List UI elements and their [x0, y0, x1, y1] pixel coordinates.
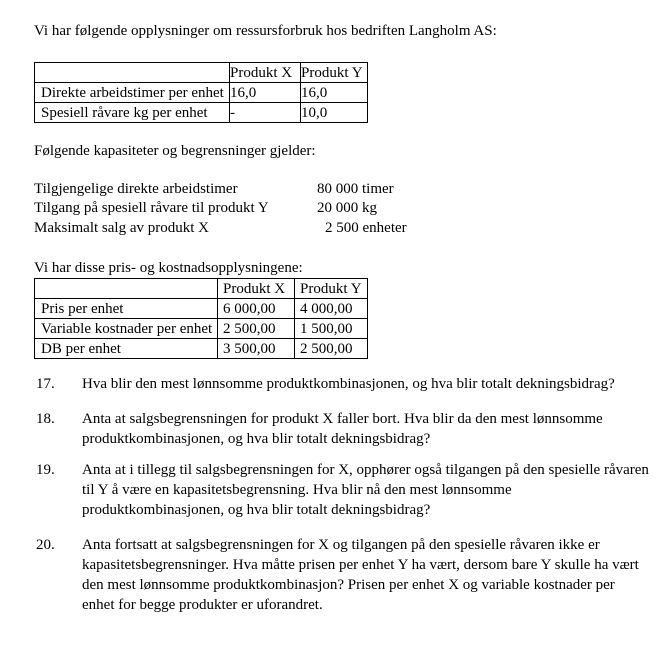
table-header-cell: Produkt Y: [295, 279, 368, 299]
resource-table: [34, 62, 368, 123]
table-header-row: [35, 63, 368, 83]
capacity-label: Maksimalt salg av produkt X: [34, 220, 209, 236]
table-cell-value: 6 000,00: [218, 299, 295, 319]
table-header-cell: [35, 279, 218, 299]
table-row: [35, 299, 368, 319]
table-row: [35, 319, 368, 339]
question-line: produktkombinasjonen, og hva blir totalt dekningsbidrag?: [82, 502, 431, 518]
table-header-cell: Produkt Y: [301, 63, 368, 83]
table-cell-value: 2 500,00: [295, 339, 368, 359]
intro-text: Vi har følgende opplysninger om ressursforbruk hos bedriften Langholm AS:: [34, 23, 497, 39]
capacity-label: Tilgang på spesiell råvare til produkt Y: [34, 200, 269, 216]
question-number: 19.: [36, 462, 55, 478]
capacity-value: 80 000 timer: [317, 181, 394, 197]
table-header-row: [35, 279, 368, 299]
table-header-cell: Produkt X: [230, 63, 301, 83]
capacity-value: 2 500 enheter: [325, 220, 407, 236]
question-line: kapasitetsbegrensninger. Hva måtte prisen per enhet Y ha vært, dersom bare Y skulle ha vært: [82, 557, 639, 573]
table-cell-label: Spesiell råvare kg per enhet: [35, 103, 230, 123]
question-text: [82, 460, 649, 520]
capacity-label: Tilgjengelige direkte arbeidstimer: [34, 181, 238, 197]
table-cell-label: Variable kostnader per enhet: [35, 319, 218, 339]
price-heading: Vi har disse pris- og kostnadsopplysningene:: [34, 260, 303, 276]
table-cell-value: 10,0: [301, 103, 368, 123]
question-line: til Y å være en kapasitetsbegrensning. Hva blir nå den mest lønnsomme: [82, 482, 512, 498]
table-row: [35, 83, 368, 103]
question-text: [82, 374, 642, 394]
question-number: 18.: [36, 411, 55, 427]
table-cell-value: 2 500,00: [218, 319, 295, 339]
table-header-cell: [35, 63, 230, 83]
question-line: Anta at i tillegg til salgsbegrensningen for X, opphører også tilgangen på den spesielle råvaren: [82, 462, 649, 478]
table-cell-value: -: [230, 103, 301, 123]
question-line: Anta fortsatt at salgsbegrensningen for X og tilgangen på den spesielle råvaren ikke er: [82, 537, 600, 553]
table-cell-value: 3 500,00: [218, 339, 295, 359]
capacity-heading: Følgende kapasiteter og begrensninger gjelder:: [34, 143, 316, 159]
question-text: [82, 535, 642, 615]
question-line: den mest lønnsomme produktkombinasjon? Prisen per enhet X og variable kostnader per: [82, 577, 615, 593]
question-line: produktkombinasjonen, og hva blir totalt dekningsbidrag?: [82, 431, 431, 447]
table-cell-value: 16,0: [301, 83, 368, 103]
question-number: 17.: [36, 376, 55, 392]
table-row: [35, 339, 368, 359]
table-cell-value: 1 500,00: [295, 319, 368, 339]
question-line: Hva blir den mest lønnsomme produktkombinasjonen, og hva blir totalt dekningsbidrag?: [82, 376, 615, 392]
table-row: [35, 103, 368, 123]
table-cell-value: 16,0: [230, 83, 301, 103]
table-header-cell: Produkt X: [218, 279, 295, 299]
table-cell-label: DB per enhet: [35, 339, 218, 359]
question-number: 20.: [36, 537, 55, 553]
question-line: enhet for begge produkter er uforandret.: [82, 597, 323, 613]
table-cell-label: Pris per enhet: [35, 299, 218, 319]
table-cell-value: 4 000,00: [295, 299, 368, 319]
question-line: Anta at salgsbegrensningen for produkt X faller bort. Hva blir da den mest lønnsomme: [82, 411, 603, 427]
capacity-value: 20 000 kg: [317, 200, 377, 216]
price-table: [34, 278, 368, 359]
table-cell-label: Direkte arbeidstimer per enhet: [35, 83, 230, 103]
question-text: [82, 409, 642, 449]
